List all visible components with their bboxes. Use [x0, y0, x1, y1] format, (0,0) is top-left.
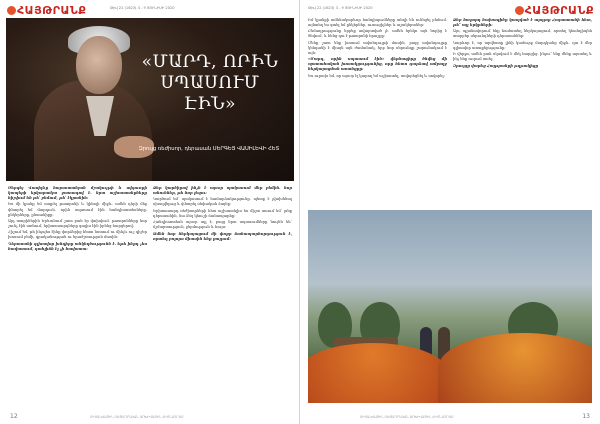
left-column-2 — [153, 186, 292, 406]
issue-info: Թիվ 22 (1623) 3 - 9 ՅՈՒՆԻՍԻ 2020 — [110, 6, 175, 10]
paragraph: Կարևոր է, որ արվեստը լինի կամուրջ մարդկանց միջև. դա է մեր գլխավոր առաքելությունը: — [453, 40, 592, 50]
paragraph: Իմ կյանքի ամենակարևոր հանդիպումները տեղի են ունեցել բեմում. այնտեղ ես գտել եմ ընկերներ, ուսուցիչներ և աշակերտներ: — [308, 18, 447, 28]
paragraph: Դերասանի գլխավոր խնդիրը անկեղծությունն է. եթե ինքդ չես հավատում, դահլիճն էլ չի հավատա: — [8, 241, 147, 251]
paragraph: Ես մի կյանք եմ ապրել թատրոնի և կինոյի միջև. ամեն դերի մեջ փնտրել եմ մարդուն, որին սպասում էին հանդիսատեսները, ընկերները, ընտանիքը: — [8, 202, 147, 217]
article-byline: Զրույց ռեժիսոր, դերասան ՍԵՐԳԵՅ ՎԱՍԻԼԵՎԻ ՀԵՏ — [138, 146, 280, 152]
paragraph: Բեմադրությունը երբեք ավարտված չէ. ամեն երեկո այն նորից է ծնվում, և հենց դա է թատրոնի հրաշքը: — [308, 29, 447, 39]
paragraph: Մենք շատ ենք խոսում ավանդույթի մասին, բայց ավանդույթը կենդանի է միայն այն ժամանակ, երբ նոր սերունդը շարունակում է այն: — [308, 40, 447, 55]
right-article-columns — [308, 18, 592, 206]
left-article-columns — [8, 186, 292, 406]
hero-photo — [6, 18, 294, 181]
paragraph: Հանդիսատեսն այսօր այլ է, բայց նրա սպասումները նույնն են՝ ճշմարտություն, ջերմություն և հույս: — [153, 220, 292, 230]
paragraph: Զրույցը վարեց Հայթրանքի թղթակիցը — [453, 63, 539, 68]
page-number: 12 — [10, 413, 18, 420]
article-title: «ՄԱՐԴ, ՈՐԻՆ ՍՊԱՍՈՒՄ ԷԻՆ» — [141, 52, 279, 114]
portrait-coat — [34, 80, 152, 181]
magazine-logo: ՀԱՅԹՐԱՆՔ — [514, 4, 594, 17]
fruit-pile — [438, 333, 592, 403]
right-page — [300, 0, 600, 424]
page-number: 13 — [582, 413, 590, 420]
paragraph: Հիշում եմ, թե ինչպես էինք փորձերից հետո նստում ու մինչև ուշ գիշեր խոսում բեմի, գրականության ու երաժշտության մասին: — [8, 230, 147, 240]
question: Ձեր հաջորդ նախագիծը կապված է արդյոք Հայաստանի հետ, թե՞ այլ երկրների: — [453, 18, 592, 28]
issue-info: Թիվ 22 (1623) 3 - 9 ՅՈՒՆԻՍԻ 2020 — [308, 6, 373, 10]
paragraph: Ի վերջո, ամեն բան սկսվում է մեկ հարցից. ինչու՞ ենք մենք այստեղ և ինչ ենք ուզում ասել: — [453, 52, 592, 62]
paragraph: Երիտասարդ ռեժիսորների հետ աշխատելիս ես միշտ ասում եմ՝ լսեք դերասանին, նա ձեզ կհուշի ճանապարհը: — [153, 208, 292, 218]
page-footer: ՄԻՍԱԿՎԱՅԻՆ ՄԵԾԱԴՐԱԿԱՆ ԱՐԽԻՎԱՅԻՆ ՀԻՄՆԱԴՐԱՄ — [90, 415, 184, 419]
portrait-head — [76, 36, 122, 94]
right-column-1 — [308, 18, 447, 206]
magazine-logo: ՀԱՅԹՐԱՆՔ — [6, 4, 86, 17]
fruit-pile — [308, 343, 448, 403]
paragraph: Ես ուրախ եմ, որ այսօր էլ կարող եմ աշխատել, սովորեցնել և սովորել: — [308, 73, 445, 78]
question: Ամեն նոր ներկայացում մի փոքր ճանապարհորդություն է, որտեղ բոլորս միասին ենք քայլում: — [153, 231, 292, 241]
paragraph: Կարծում եմ՝ պակասում է համարձակությունը. պետք է չվախենալ սխալվելուց և փնտրել սեփական ձայնը: — [153, 197, 292, 207]
question: Ձեր կարծիքով ինչն է այսօր պակասում մեր բեմին. նոր անուններ, թե նոր լեզու: — [153, 186, 292, 196]
right-column-2 — [453, 18, 592, 206]
paragraph: Այդ տարիներին Երևանում շատ բան էր փոխվում. թատրոնները նոր շունչ էին առնում, երիտասարդները գալիս էին իրենց հարցերով: — [8, 218, 147, 229]
landscape-photo — [308, 210, 592, 403]
paragraph: Այո, պլանավորում ենք համատեղ ներկայացում, որտեղ կհանդիպեն տարբեր սերունդների դերասաններ: — [453, 29, 592, 39]
paragraph: Սերգեյ Վասիլևը հայաստանյան մշակույթի և սփյուռքի կապերի երկարամյա ջատագով է. նրա աշխատանքները հիշվում են թե՛ բեմում, թե՛ էկրանին: — [8, 186, 147, 201]
page-footer: ՄԻՍԱԿՎԱՅԻՆ ՄԵԾԱԴՐԱԿԱՆ ԱՐԽԻՎԱՅԻՆ ՀԻՄՆԱԴՐԱՄ — [360, 415, 454, 419]
logo-icon — [7, 6, 16, 15]
paragraph: «Մարդ, որին սպասում էին» վերնագիրը ծնվեց մի պատահական խոսակցությունից, որը հետո դարձավ ամբողջ ներկայացման առանցքը: — [308, 57, 447, 72]
logo-icon — [515, 6, 524, 15]
left-column-1 — [8, 186, 147, 406]
